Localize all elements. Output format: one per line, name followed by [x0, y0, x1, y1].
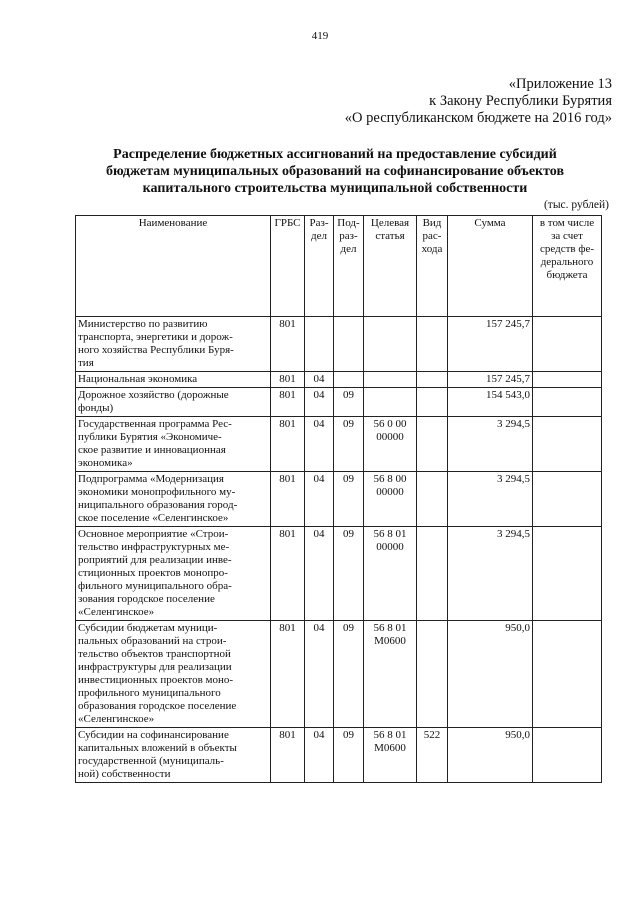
cell-target-article: 56 8 00 00000 [364, 472, 417, 527]
cell-sum: 157 245,7 [448, 317, 533, 372]
cell-federal-share [533, 472, 602, 527]
cell-grbs: 801 [271, 621, 305, 728]
cell-podrazdel: 09 [334, 527, 364, 621]
cell-federal-share [533, 317, 602, 372]
cell-sum: 157 245,7 [448, 372, 533, 388]
cell-target-article: 56 0 00 00000 [364, 417, 417, 472]
cell-expense-type [417, 527, 448, 621]
cell-sum: 950,0 [448, 728, 533, 783]
cell-name: Национальная экономика [76, 372, 271, 388]
cell-sum: 3 294,5 [448, 527, 533, 621]
table-row [76, 527, 602, 621]
cell-federal-share [533, 372, 602, 388]
table-header-row [76, 216, 602, 317]
cell-target-article: 56 8 01 00000 [364, 527, 417, 621]
cell-razdel: 04 [305, 388, 334, 417]
cell-sum: 3 294,5 [448, 472, 533, 527]
cell-target-article [364, 388, 417, 417]
cell-grbs: 801 [271, 728, 305, 783]
cell-podrazdel: 09 [334, 388, 364, 417]
header-grbs: ГРБС [271, 216, 305, 317]
cell-grbs: 801 [271, 417, 305, 472]
cell-expense-type [417, 621, 448, 728]
header-name: Наименование [76, 216, 271, 317]
units-label: (тыс. рублей) [543, 199, 609, 211]
cell-razdel: 04 [305, 728, 334, 783]
cell-sum: 950,0 [448, 621, 533, 728]
cell-name: Государственная программа Рес- публики Бурятия «Экономиче- ское развитие и инновационная экономика» [76, 417, 271, 472]
table-row [76, 317, 602, 372]
cell-name: Субсидии бюджетам муници- пальных образований на строи- тельство объектов транспортной инфраструктуры для реализации инвестиционных проектов моно- профильного муниципального образования городское поселение «Селенгинское» [76, 621, 271, 728]
table-body [76, 317, 602, 783]
table-row [76, 621, 602, 728]
cell-expense-type [417, 388, 448, 417]
table-row [76, 472, 602, 527]
cell-expense-type [417, 372, 448, 388]
cell-target-article [364, 317, 417, 372]
cell-name: Субсидии на софинансирование капитальных вложений в объекты государственной (муниципаль- ной) собственности [76, 728, 271, 783]
appendix-header [345, 76, 612, 127]
cell-podrazdel: 09 [334, 728, 364, 783]
cell-federal-share [533, 417, 602, 472]
table-row [76, 728, 602, 783]
cell-target-article: 56 8 01 М0600 [364, 728, 417, 783]
appendix-line-3: «О республиканском бюджете на 2016 год» [344, 110, 612, 126]
header-sum: Сумма [448, 216, 533, 317]
budget-table [75, 215, 602, 783]
header-target-article: Целевая статья [364, 216, 417, 317]
cell-expense-type [417, 472, 448, 527]
cell-razdel: 04 [305, 372, 334, 388]
header-federal-share: в том числе за счет средств фе- дерального бюджета [533, 216, 602, 317]
table-row [76, 372, 602, 388]
header-expense-type: Вид рас- хода [417, 216, 448, 317]
cell-name: Основное мероприятие «Строи- тельство инфраструктурных ме- роприятий для реализации инве- стиционных проектов монопро- фильного муниципального обра- зования городское поселение «Селенгинское» [76, 527, 271, 621]
cell-expense-type [417, 317, 448, 372]
appendix-line-2: к Закону Республики Бурятия [429, 93, 612, 109]
cell-grbs: 801 [271, 317, 305, 372]
cell-federal-share [533, 527, 602, 621]
cell-sum: 3 294,5 [448, 417, 533, 472]
page-number: 419 [311, 30, 329, 42]
appendix-line-1: «Приложение 13 [508, 76, 612, 92]
cell-expense-type [417, 417, 448, 472]
cell-federal-share [533, 388, 602, 417]
cell-grbs: 801 [271, 372, 305, 388]
header-podrazdel: Под- раз- дел [334, 216, 364, 317]
cell-target-article [364, 372, 417, 388]
table-row [76, 417, 602, 472]
cell-name: Дорожное хозяйство (дорожные фонды) [76, 388, 271, 417]
title-line-1: Распределение бюджетных ассигнований на предоставление субсидий [113, 147, 557, 162]
cell-federal-share [533, 621, 602, 728]
table-row [76, 388, 602, 417]
cell-target-article: 56 8 01 М0600 [364, 621, 417, 728]
header-razdel: Раз- дел [305, 216, 334, 317]
cell-razdel: 04 [305, 472, 334, 527]
cell-razdel: 04 [305, 417, 334, 472]
cell-name: Министерство по развитию транспорта, энергетики и дорож- ного хозяйства Республики Буря- тия [76, 317, 271, 372]
cell-name: Подпрограмма «Модернизация экономики монопрофильного му- ниципального образования город- ское поселение «Селенгинское» [76, 472, 271, 527]
title-line-3: капитального строительства муниципальной собственности [142, 181, 528, 196]
title-line-2: бюджетам муниципальных образований на софинансирование объектов [105, 164, 565, 179]
cell-grbs: 801 [271, 472, 305, 527]
cell-grbs: 801 [271, 527, 305, 621]
document-title [60, 146, 610, 197]
cell-podrazdel [334, 372, 364, 388]
cell-razdel: 04 [305, 527, 334, 621]
cell-razdel [305, 317, 334, 372]
cell-podrazdel: 09 [334, 472, 364, 527]
cell-grbs: 801 [271, 388, 305, 417]
cell-razdel: 04 [305, 621, 334, 728]
cell-sum: 154 543,0 [448, 388, 533, 417]
cell-podrazdel [334, 317, 364, 372]
cell-federal-share [533, 728, 602, 783]
cell-podrazdel: 09 [334, 417, 364, 472]
cell-expense-type: 522 [417, 728, 448, 783]
cell-podrazdel: 09 [334, 621, 364, 728]
